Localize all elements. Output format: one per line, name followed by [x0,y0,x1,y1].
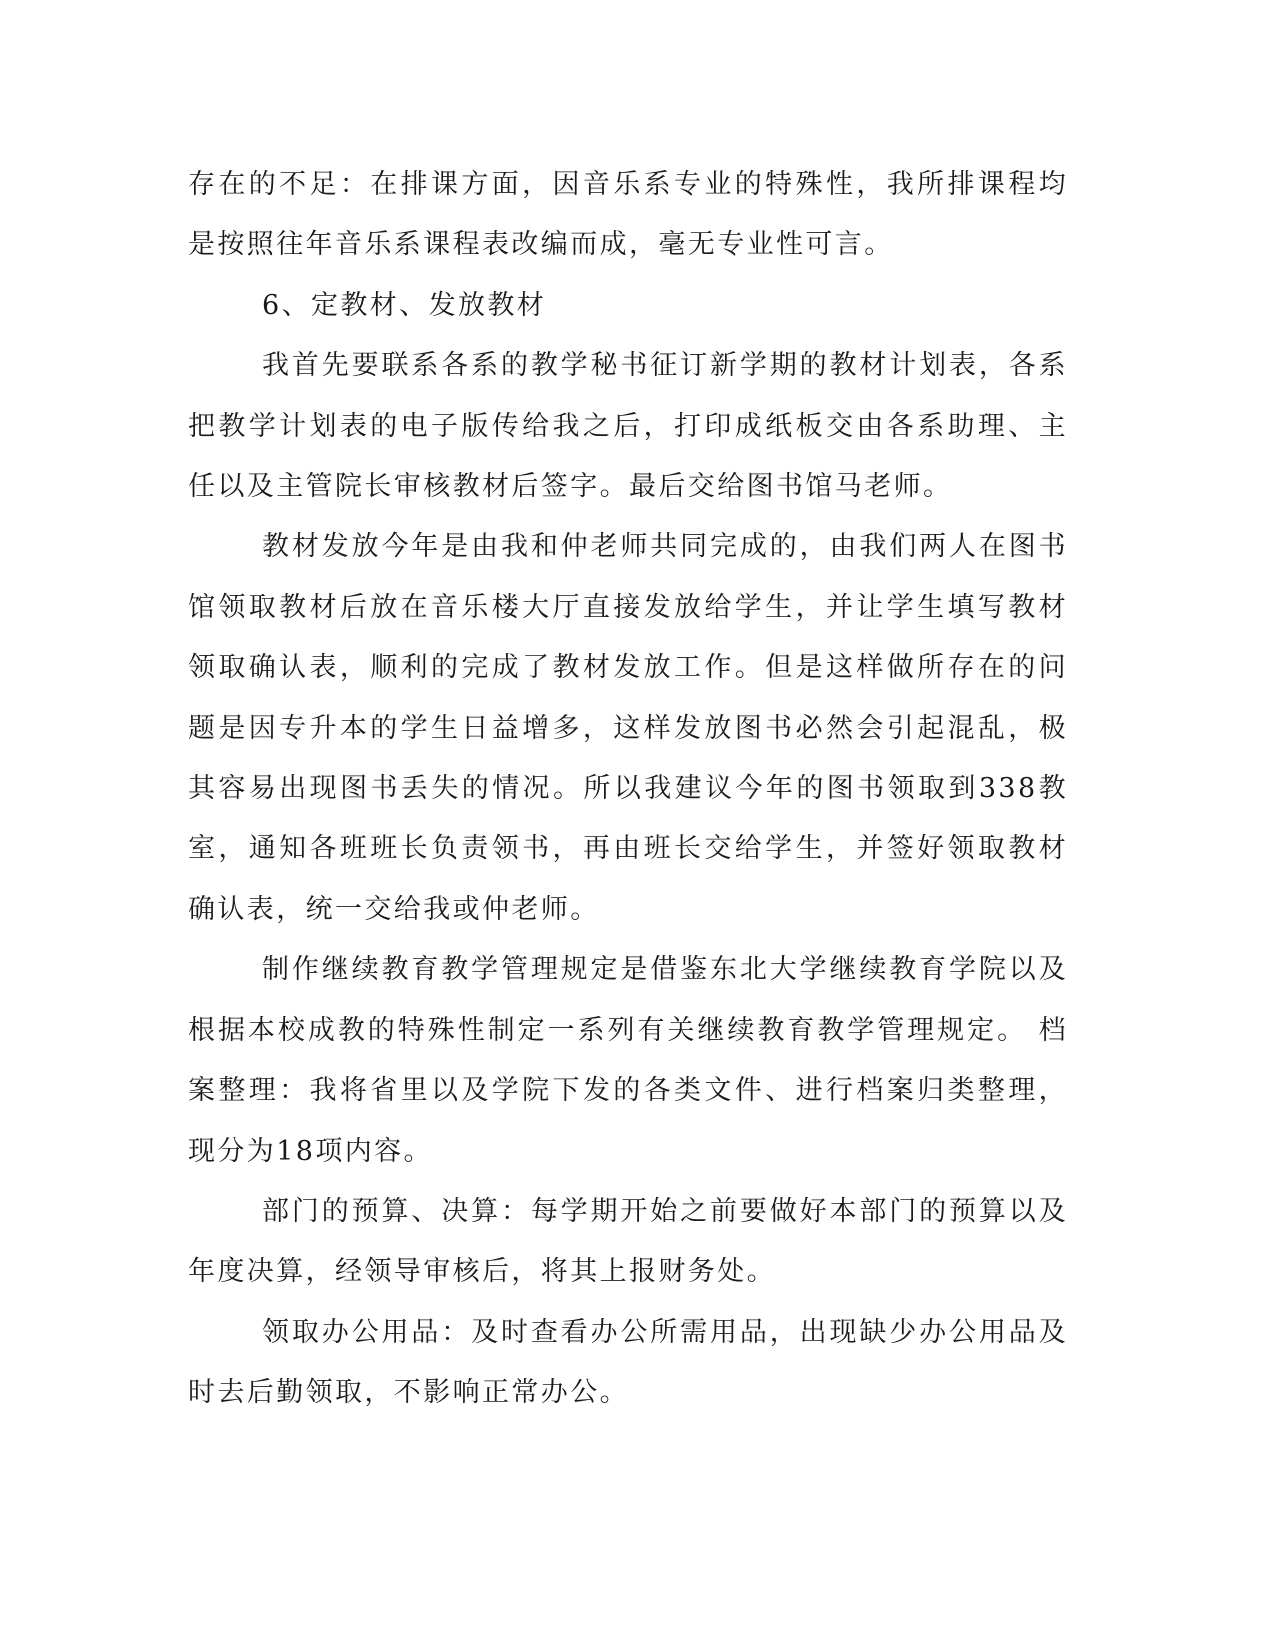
document-body [188,155,1068,1424]
paragraph-textbook-ordering: 我首先要联系各系的教学秘书征订新学期的教材计划表，各系把教学计划表的电子版传给我之后，打印成纸板交由各系助理、主任以及主管院长审核教材后签字。最后交给图书馆马老师。 [188,350,1068,503]
paragraph-budget: 部门的预算、决算：每学期开始之前要做好本部门的预算以及年度决算，经领导审核后，将其上报财务处。 [188,1195,1068,1288]
section-heading-textbooks: 6、定教材、发放教材 [262,289,547,321]
paragraph-office-supplies: 领取办公用品：及时查看办公所需用品，出现缺少办公用品及时去后勤领取，不影响正常办公。 [188,1316,1068,1409]
paragraph-textbook-distribution: 教材发放今年是由我和仲老师共同完成的，由我们两人在图书馆领取教材后放在音乐楼大厅直接发放给学生，并让学生填写教材领取确认表，顺利的完成了教材发放工作。但是这样做所存在的问题是因专升本的学生日益增多，这样发放图书必然会引起混乱，极其容易出现图书丢失的情况。所以我建议今年的图书领取到338教室，通知各班班长负责领书，再由班长交给学生，并签好领取教材确认表，统一交给我或仲老师。 [188,531,1068,925]
paragraph-shortcomings: 存在的不足：在排课方面，因音乐系专业的特殊性，我所排课程均是按照往年音乐系课程表改编而成，毫无专业性可言。 [188,169,1068,261]
paragraph-management-rules: 制作继续教育教学管理规定是借鉴东北大学继续教育学院以及根据本校成教的特殊性制定一系列有关继续教育教学管理规定。 档案整理：我将省里以及学院下发的各类文件、进行档案归类整理，现分为18项内容。 [188,954,1068,1167]
